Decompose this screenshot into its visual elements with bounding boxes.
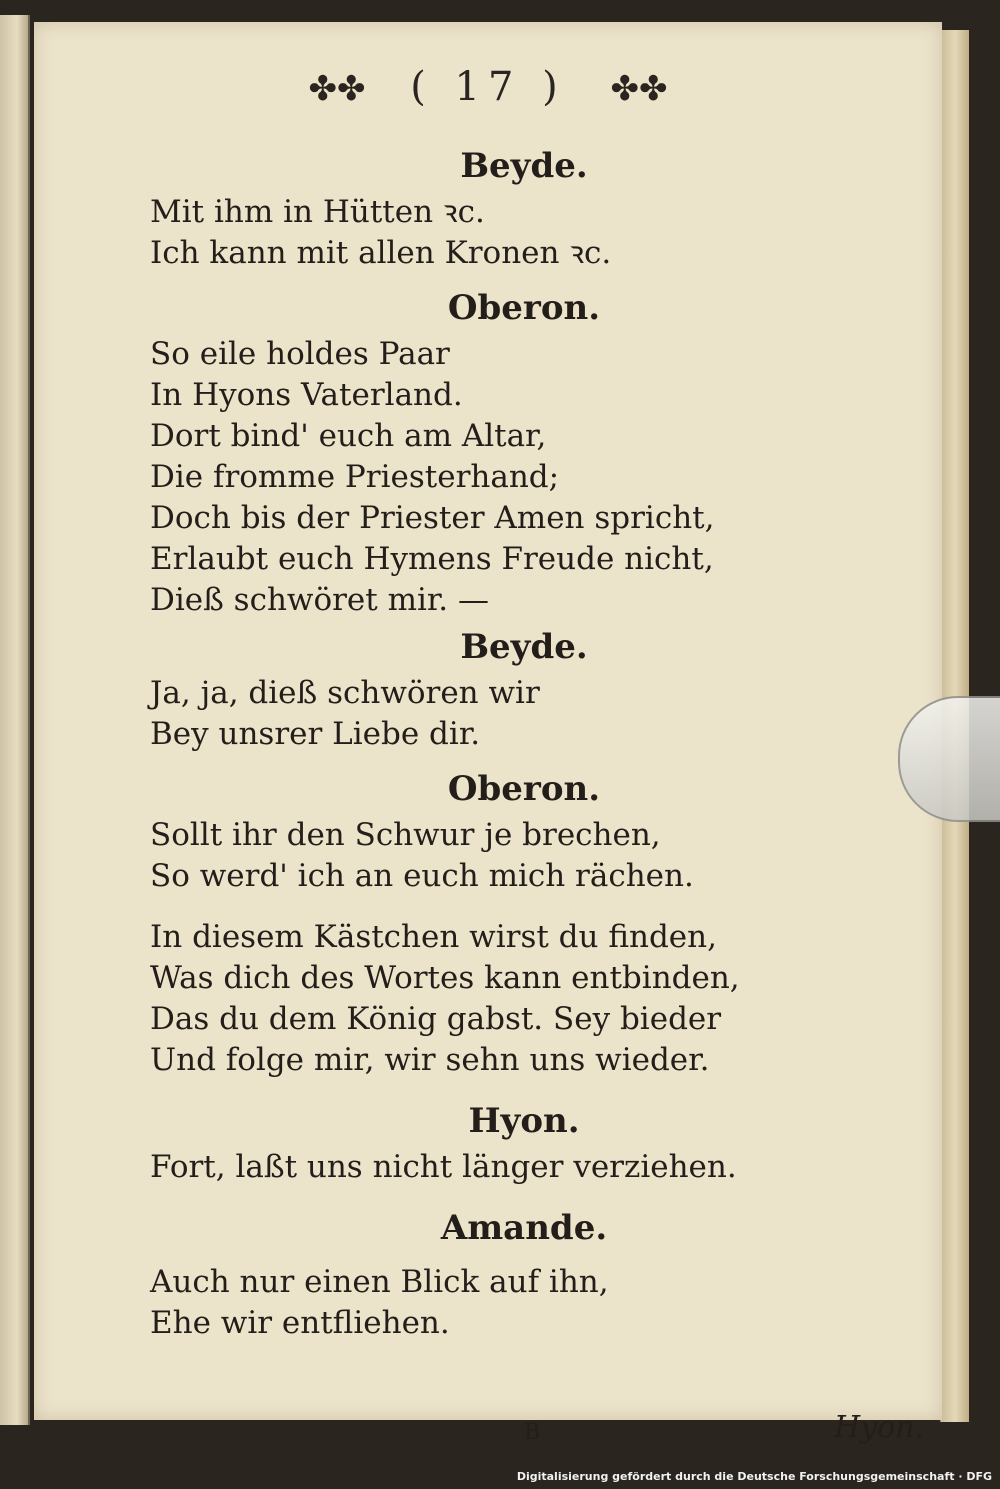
signature-mark: B: [524, 1420, 541, 1445]
verse-line: Sollt ihr den Schwur je brechen,: [150, 817, 661, 853]
speaker-name: Amande.: [440, 1208, 608, 1248]
page-header: [34, 64, 942, 110]
left-page-edge: [0, 15, 30, 1425]
verse-line: In diesem Kästchen wirst du finden,: [150, 919, 717, 955]
page-clip: [898, 696, 1000, 822]
verse-line: Dort bind' euch am Altar,: [150, 418, 547, 454]
book-page: [34, 22, 942, 1445]
verse-line: In Hyons Vaterland.: [150, 377, 463, 413]
verse-line: Doch bis der Priester Amen spricht,: [150, 500, 715, 536]
page-number: ( 17 ): [410, 64, 566, 110]
verse-line: Ehe wir entfliehen.: [150, 1305, 450, 1341]
left-ornament-icon: ✤✤: [308, 69, 366, 109]
speaker-name: Oberon.: [447, 769, 601, 809]
verse-line: Die fromme Priesterhand;: [150, 459, 560, 495]
verse-line: Was dich des Wortes kann entbinden,: [150, 960, 740, 996]
verse-line: Ich kann mit allen Kronen ꝛc.: [150, 235, 612, 271]
verse-line: So werd' ich an euch mich rächen.: [150, 858, 694, 894]
speaker-name: Hyon.: [468, 1101, 580, 1141]
verse-line: So eile holdes Paar: [150, 336, 450, 372]
verse-line: Auch nur einen Blick auf ihn,: [150, 1264, 609, 1300]
right-ornament-icon: ✤✤: [610, 69, 668, 109]
verse-line: Mit ihm in Hütten ꝛc.: [150, 194, 485, 230]
speaker-name: Oberon.: [447, 288, 601, 328]
verse-line: Bey unsrer Liebe dir.: [150, 716, 481, 752]
text-body: [144, 140, 904, 1344]
verse-line: Ja, ja, dieß schwören wir: [150, 675, 540, 711]
digitization-credit: Digitalisierung gefördert durch die Deutsche Forschungsgemeinschaft · DFG: [516, 1470, 992, 1483]
verse-line: Und folge mir, wir sehn uns wieder.: [150, 1042, 710, 1078]
verse-line: Fort, laßt uns nicht länger verziehen.: [150, 1149, 737, 1185]
catchword: Hyon.: [834, 1410, 925, 1445]
speaker-name: Beyde.: [460, 146, 588, 186]
verse-line: Erlaubt euch Hymens Freude nicht,: [150, 541, 714, 577]
verse-line: Das du dem König gabst. Sey bieder: [150, 1001, 722, 1037]
speaker-name: Beyde.: [460, 627, 588, 667]
verse-line: Dieß schwöret mir. —: [150, 582, 490, 618]
